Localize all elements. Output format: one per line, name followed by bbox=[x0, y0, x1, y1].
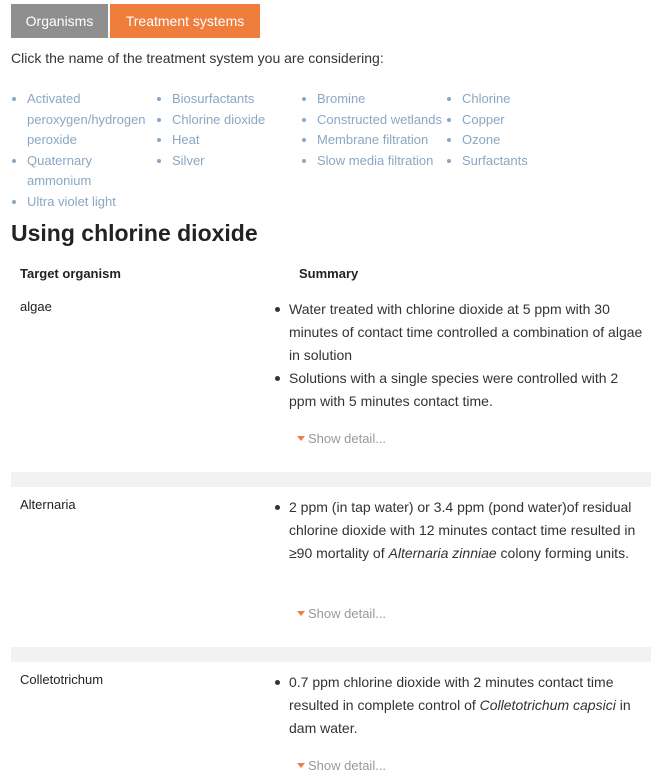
caret-down-icon bbox=[297, 436, 305, 441]
treatment-link[interactable]: Slow media filtration bbox=[301, 151, 446, 172]
summary-item: Water treated with chlorine dioxide at 5 ppm with 30 minutes of contact time controlled a combination of algae in solution bbox=[273, 298, 645, 367]
treatment-link[interactable]: Membrane filtration bbox=[301, 130, 446, 151]
treatment-link[interactable]: Surfactants bbox=[446, 151, 591, 172]
column-header-summary: Summary bbox=[299, 266, 359, 281]
tab-bar bbox=[11, 4, 260, 38]
caret-down-icon bbox=[297, 763, 305, 768]
row-separator bbox=[11, 472, 651, 487]
treatment-link[interactable]: Biosurfactants bbox=[156, 89, 301, 110]
column-header-organism: Target organism bbox=[20, 266, 121, 281]
row-organism: algae bbox=[20, 299, 52, 314]
row-organism: Colletotrichum bbox=[20, 672, 104, 687]
treatment-links bbox=[11, 89, 591, 212]
treatment-link[interactable]: Heat bbox=[156, 130, 301, 151]
summary-list bbox=[273, 671, 645, 740]
summary-species: Alternaria zinniae bbox=[388, 545, 497, 561]
show-detail-label: Show detail... bbox=[308, 606, 387, 621]
summary-list bbox=[273, 298, 645, 413]
summary-item: Solutions with a single species were controlled with 2 ppm with 5 minutes contact time. bbox=[273, 367, 645, 413]
summary-item bbox=[273, 671, 645, 740]
treatment-links-col1 bbox=[11, 89, 156, 212]
summary-list bbox=[273, 496, 645, 565]
treatment-link[interactable]: Ozone bbox=[446, 130, 591, 151]
instruction-text: Click the name of the treatment system you are considering: bbox=[11, 50, 384, 66]
treatment-link[interactable]: Quaternary ammonium bbox=[11, 151, 159, 192]
show-detail-label: Show detail... bbox=[308, 758, 387, 773]
treatment-link[interactable]: Chlorine bbox=[446, 89, 591, 110]
treatment-link[interactable]: Activated peroxygen/hydrogen peroxide bbox=[11, 89, 159, 151]
treatment-link[interactable]: Constructed wetlands bbox=[301, 110, 446, 131]
show-detail-link[interactable] bbox=[297, 606, 386, 621]
treatment-link[interactable]: Chlorine dioxide bbox=[156, 110, 301, 131]
treatment-link[interactable]: Bromine bbox=[301, 89, 446, 110]
caret-down-icon bbox=[297, 611, 305, 616]
treatment-link[interactable]: Ultra violet light bbox=[11, 192, 159, 213]
summary-item bbox=[273, 496, 645, 565]
show-detail-label: Show detail... bbox=[308, 431, 387, 446]
summary-species: Colletotrichum capsici bbox=[479, 697, 616, 713]
tab-organisms[interactable]: Organisms bbox=[11, 4, 108, 38]
treatment-link[interactable]: Copper bbox=[446, 110, 591, 131]
treatment-links-col4 bbox=[446, 89, 591, 212]
row-organism: Alternaria bbox=[20, 497, 76, 512]
show-detail-link[interactable] bbox=[297, 431, 386, 446]
summary-text: 2 ppm (in tap water) or 3.4 ppm (pond water)of residual chlorine dioxide with 12 minutes contact time resulted in ≥90 mortality of bbox=[289, 499, 636, 561]
summary-text: colony forming units. bbox=[496, 545, 629, 561]
treatment-link[interactable]: Silver bbox=[156, 151, 301, 172]
tab-treatment-systems[interactable]: Treatment systems bbox=[110, 4, 260, 38]
row-separator bbox=[11, 647, 651, 662]
treatment-links-col3 bbox=[301, 89, 446, 212]
section-title: Using chlorine dioxide bbox=[11, 220, 258, 246]
summary-text: 0.7 ppm chlorine dioxide with 2 minutes contact time resulted in complete control of bbox=[289, 674, 614, 713]
treatment-links-col2 bbox=[156, 89, 301, 212]
show-detail-link[interactable] bbox=[297, 758, 386, 773]
summary-text: in dam water. bbox=[289, 697, 631, 736]
